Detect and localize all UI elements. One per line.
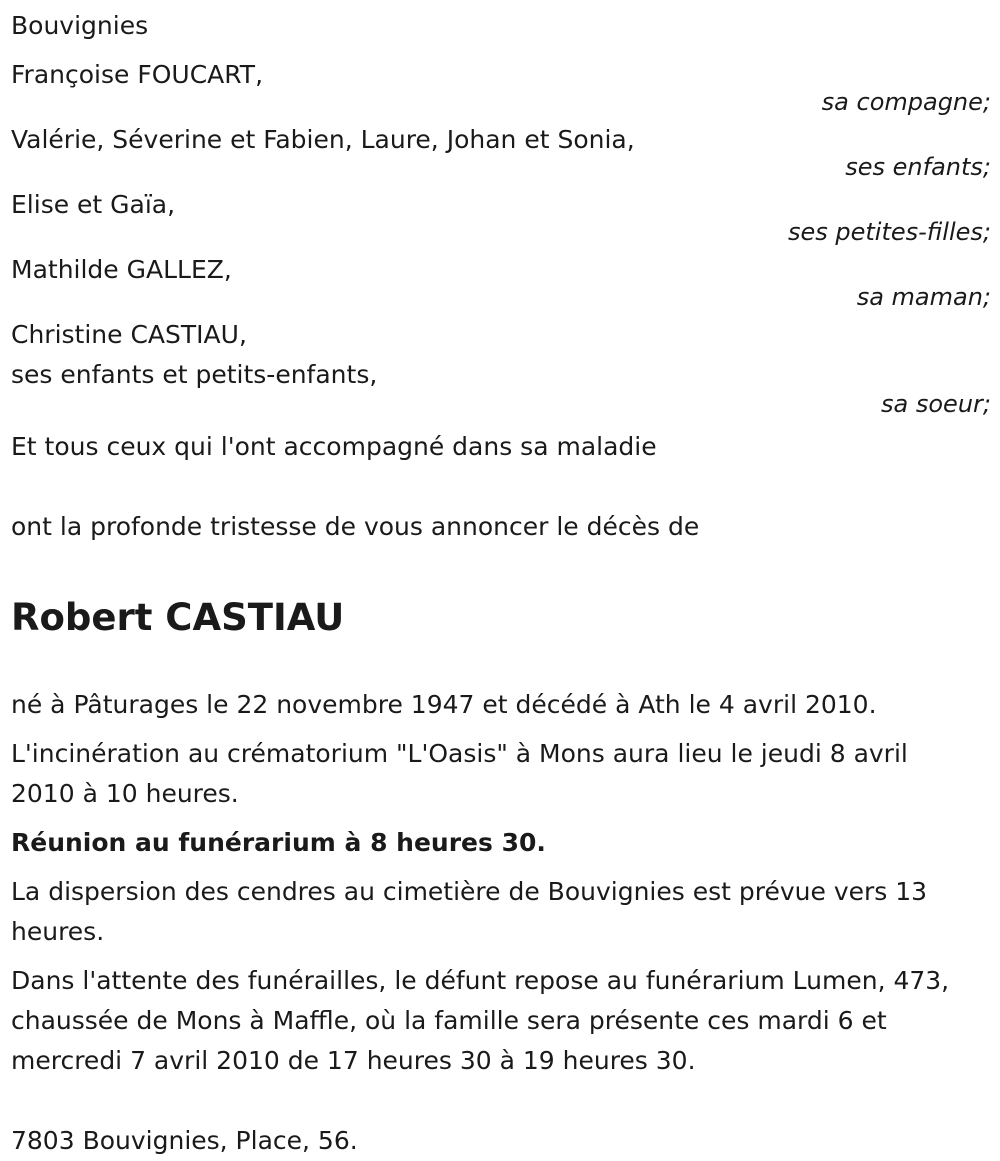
family-names: Françoise FOUCART, (11, 60, 264, 89)
family-role: sa compagne; (821, 88, 991, 116)
dispersion-paragraph: La dispersion des cendres au cimetière de Bouvignies est prévue vers 13 heures. (11, 877, 928, 946)
location-header: Bouvignies (11, 11, 149, 40)
family-entry (11, 122, 991, 181)
family-entry (11, 187, 991, 246)
family-role: ses petites-filles; (787, 218, 991, 246)
meeting-paragraph: Réunion au funérarium à 8 heures 30. (11, 828, 546, 857)
address-line: 7803 Bouvignies, Place, 56. (11, 1126, 358, 1155)
family-names: Mathilde GALLEZ, (11, 255, 232, 284)
family-names: Valérie, Séverine et Fabien, Laure, Johan et Sonia, (11, 125, 635, 154)
family-role: ses enfants; (845, 153, 991, 181)
family-role: sa maman; (856, 283, 991, 311)
family-entry (11, 317, 991, 418)
family-names: Elise et Gaïa, (11, 190, 176, 219)
announcement-line: ont la profonde tristesse de vous annoncer le décès de (11, 512, 700, 541)
family-role: sa soeur; (881, 390, 991, 418)
family-entry (11, 57, 991, 116)
cremation-paragraph: L'incinération au crématorium "L'Oasis" à Mons aura lieu le jeudi 8 avril 2010 à 10 heures. (11, 739, 908, 808)
obituary-notice (11, 8, 991, 1161)
deceased-name: Robert CASTIAU (11, 596, 345, 639)
family-entry (11, 252, 991, 311)
visitation-paragraph: Dans l'attente des funérailles, le défunt repose au funérarium Lumen, 473, chaussée de Mons à Maffle, où la famille sera présente ces mardi 6 et mercredi 7 avril 2010 de 17 heures 30 à 19 heures 30. (11, 966, 950, 1075)
others-line: Et tous ceux qui l'ont accompagné dans sa maladie (11, 432, 657, 461)
family-names: Christine CASTIAU, (11, 320, 247, 349)
family-names: ses enfants et petits-enfants, (11, 360, 378, 389)
birth-death-paragraph: né à Pâturages le 22 novembre 1947 et décédé à Ath le 4 avril 2010. (11, 690, 877, 719)
